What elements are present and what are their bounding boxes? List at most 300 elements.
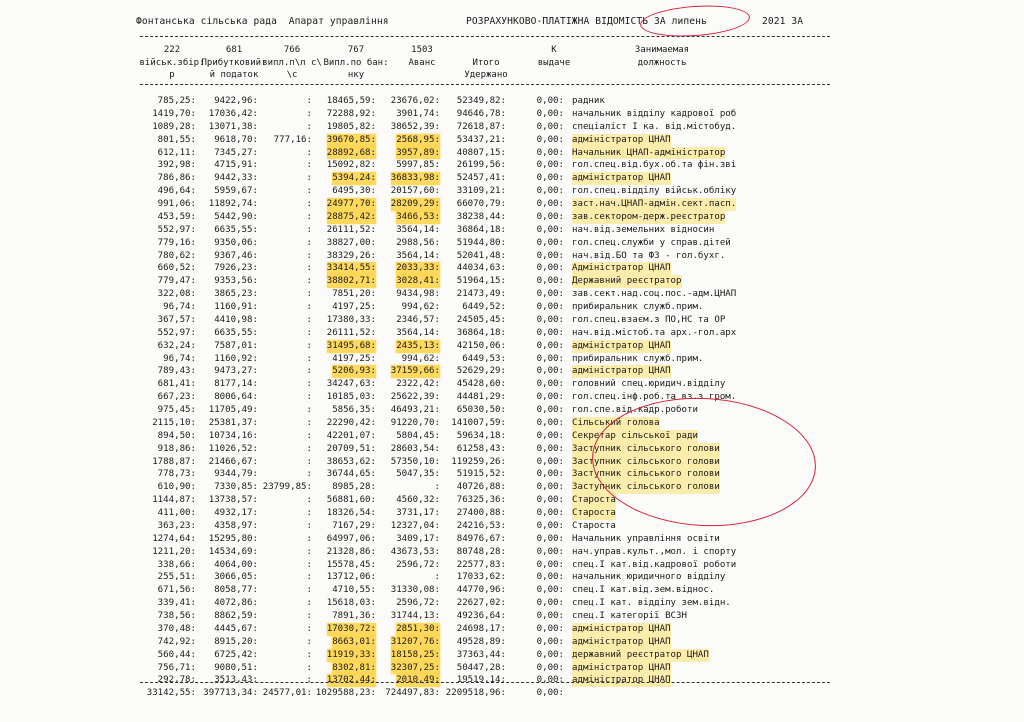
cell-c4: 21328,86:: [326, 546, 376, 557]
cell-position: Заступник сільського голови: [572, 482, 720, 493]
cell-c5: 2596,72:: [396, 598, 440, 609]
column-header-2-line3: й податок: [209, 70, 259, 80]
cell-c7: 0,00:: [536, 108, 564, 119]
total-c6: 2209518,96:: [445, 688, 506, 698]
cell-c4: 4197,25:: [332, 353, 376, 364]
cell-position: адміністратор ЦНАП: [572, 366, 671, 377]
cell-c4: 7891,36:: [332, 611, 376, 621]
cell-c4: 72288,92:: [326, 108, 376, 119]
cell-c6: 38238,44:: [456, 211, 506, 222]
cell-c6: 65030,50:: [456, 405, 506, 415]
cell-c7: 0,00:: [536, 263, 564, 274]
cell-c5: :: [434, 572, 440, 583]
cell-c5: 43673,53:: [390, 546, 440, 557]
cell-c4: 18326,54:: [326, 508, 376, 518]
total-c3: 24577,01:: [262, 688, 312, 698]
cell-c1: 786,86:: [157, 173, 196, 184]
cell-c5: 37159,66:: [390, 366, 440, 377]
table-row: [140, 340, 840, 353]
column-header-8-code: Занимаемая: [634, 45, 690, 55]
cell-c7: 0,00:: [536, 520, 564, 531]
cell-c1: 363,23:: [157, 520, 196, 531]
cell-c3: :: [306, 417, 312, 428]
cell-c2: 4445,67:: [214, 623, 258, 634]
cell-c4: 20709,51:: [326, 443, 376, 454]
cell-c7: 0,00:: [536, 417, 564, 428]
cell-c2: 6635,55:: [214, 327, 258, 338]
cell-position: гол.спец.інф.роб.та вз.з гром.: [572, 392, 737, 403]
cell-c4: 36744,65:: [326, 469, 376, 480]
cell-c4: 26111,52:: [326, 327, 376, 338]
cell-c4: 28875,42:: [326, 211, 376, 222]
cell-c1: 552,97:: [157, 327, 196, 338]
cell-c1: 338,66:: [157, 559, 196, 570]
cell-position: прибиральник служб.прим.: [572, 302, 704, 312]
cell-c5: 5047,35:: [396, 469, 440, 480]
table-row: [140, 185, 840, 198]
cell-c3: :: [306, 649, 312, 660]
cell-c2: 11705,49:: [208, 405, 258, 415]
cell-c1: 453,59:: [157, 211, 196, 222]
cell-c3: :: [306, 96, 312, 106]
cell-c1: 789,43:: [157, 366, 196, 377]
cell-c5: 2346,57:: [396, 314, 440, 325]
cell-c1: 339,41:: [157, 598, 196, 609]
cell-c5: 32307,25:: [390, 662, 440, 673]
cell-c7: 0,00:: [536, 340, 564, 351]
table-row: [140, 314, 840, 327]
cell-c3: :: [306, 495, 312, 506]
table-row: [140, 378, 840, 391]
cell-c4: 6495,30:: [332, 186, 376, 197]
cell-c6: 61258,43:: [456, 443, 506, 454]
cell-c3: :: [306, 405, 312, 415]
document-year: 2021 ЗА: [762, 16, 804, 27]
column-header-2-line2: Прибутковий:: [201, 57, 267, 68]
cell-position: нач.від.містоб.та арх.-гол.арх: [572, 327, 737, 338]
cell-c6: 6449,53:: [462, 353, 506, 364]
cell-c6: 40807,15:: [456, 147, 506, 158]
table-row: [140, 584, 840, 597]
table-row: [140, 134, 840, 147]
cell-c3: :: [306, 662, 312, 673]
column-header-5-line2: Аванс: [408, 57, 436, 68]
cell-position: начальник юридичного відділу: [572, 572, 726, 583]
cell-c3: :: [306, 263, 312, 274]
cell-c2: 17036,42:: [208, 108, 258, 119]
cell-position: Державний реєстратор: [572, 276, 682, 287]
cell-c3: :: [306, 250, 312, 261]
cell-c7: 0,00:: [536, 495, 564, 506]
cell-position: спец.І категорії ВСЗН: [572, 611, 687, 621]
cell-c2: 1160,92:: [214, 353, 258, 364]
table-row: [140, 198, 840, 211]
cell-c5: 20157,60:: [390, 186, 440, 197]
cell-c2: 6635,55:: [214, 224, 258, 235]
cell-c1: 780,62:: [157, 250, 196, 261]
cell-c3: :: [306, 430, 312, 441]
total-c5: 724497,83:: [385, 688, 440, 698]
cell-c5: 3409,17:: [396, 533, 440, 544]
cell-c2: 9080,51:: [214, 662, 258, 673]
cell-position: спец.І кат. відділу зем.відн.: [572, 598, 731, 609]
cell-c7: 0,00:: [536, 533, 564, 544]
cell-c2: 8862,59:: [214, 611, 258, 621]
cell-c1: 292,78:: [157, 675, 196, 686]
cell-c2: 13071,38:: [208, 121, 258, 132]
table-row: [140, 211, 840, 224]
cell-c3: :: [306, 508, 312, 518]
cell-c5: 2033,33:: [396, 263, 440, 274]
table-row: [140, 597, 840, 610]
cell-c7: 0,00:: [536, 186, 564, 197]
cell-position: гол.спе.від.кадр.роботи: [572, 405, 698, 415]
column-header-4-line3: нку: [347, 70, 365, 80]
column-header-4-line2: Випл.по бан:: [323, 57, 389, 68]
cell-c7: 0,00:: [536, 405, 564, 415]
cell-c1: 96,74:: [163, 353, 196, 364]
table-row: [140, 301, 840, 314]
cell-c6: 17033,62:: [456, 572, 506, 583]
cell-c1: 1274,64:: [152, 533, 196, 544]
cell-c1: 560,44:: [157, 649, 196, 660]
cell-c1: 671,56:: [157, 585, 196, 596]
payroll-table: [140, 95, 840, 687]
cell-c5: 31207,76:: [390, 636, 440, 647]
cell-c6: 84976,67:: [456, 533, 506, 544]
cell-c6: 24698,17:: [456, 623, 506, 634]
cell-c6: 66070,79:: [456, 199, 506, 209]
cell-position: адміністратор ЦНАП: [572, 623, 671, 634]
cell-c6: 22627,02:: [456, 598, 506, 609]
cell-c5: 57350,10:: [390, 456, 440, 467]
table-row: [140, 559, 840, 572]
column-header-4-code: 767: [347, 45, 365, 55]
cell-c7: 0,00:: [536, 572, 564, 583]
cell-c7: 0,00:: [536, 211, 564, 222]
table-row: [140, 571, 840, 584]
cell-c5: 2010,49:: [396, 675, 440, 686]
cell-c7: 0,00:: [536, 649, 564, 660]
cell-c6: 44481,29:: [456, 392, 506, 403]
column-header-2-code: 681: [225, 45, 243, 55]
cell-c7: 0,00:: [536, 623, 564, 634]
table-row: [140, 172, 840, 185]
cell-c5: 2568,95:: [396, 134, 440, 145]
cell-c1: 612,11:: [157, 147, 196, 158]
cell-c6: 52041,48:: [456, 250, 506, 261]
cell-c6: 44034,63:: [456, 263, 506, 274]
cell-c6: 59634,18:: [456, 430, 506, 441]
cell-c2: 7345,27:: [214, 147, 258, 158]
header-divider-bottom: [140, 84, 830, 85]
cell-c5: 28603,54:: [390, 443, 440, 454]
column-header-3-line2: випл.п\л с\: [262, 57, 322, 68]
cell-position: адміністратор ЦНАП: [572, 675, 671, 686]
cell-c5: 3564,14:: [396, 224, 440, 235]
cell-position: адміністратор ЦНАП: [572, 340, 671, 351]
table-row: [140, 365, 840, 378]
table-row: [140, 147, 840, 160]
cell-c3: :: [306, 623, 312, 634]
cell-c7: 0,00:: [536, 469, 564, 480]
total-c4: 1029588,23:: [315, 688, 376, 698]
cell-c4: 42201,07:: [326, 430, 376, 441]
cell-c7: 0,00:: [536, 134, 564, 145]
cell-c6: 24216,53:: [456, 520, 506, 531]
cell-c2: 5442,90:: [214, 211, 258, 222]
cell-c2: 8177,14:: [214, 379, 258, 390]
cell-c5: 5804,45:: [396, 430, 440, 441]
cell-c3: :: [306, 276, 312, 287]
table-row: [140, 649, 840, 662]
cell-c6: 49236,64:: [456, 611, 506, 621]
cell-c1: 2115,10:: [152, 417, 196, 428]
cell-c3: 23799,85:: [262, 482, 312, 493]
cell-c3: :: [306, 559, 312, 570]
cell-c4: 56881,60:: [326, 495, 376, 506]
cell-c5: 5997,85:: [396, 160, 440, 171]
cell-c7: 0,00:: [536, 147, 564, 158]
cell-c7: 0,00:: [536, 379, 564, 390]
cell-c3: :: [306, 456, 312, 467]
cell-c2: 9350,06:: [214, 237, 258, 248]
cell-c3: :: [306, 520, 312, 531]
table-row: [140, 95, 840, 108]
cell-c2: 7330,85:: [214, 482, 258, 493]
cell-c4: 15578,45:: [326, 559, 376, 570]
cell-position: зав.сектором-держ.реєстратор: [572, 211, 726, 222]
cell-c3: :: [306, 289, 312, 300]
cell-c2: 9422,96:: [214, 96, 258, 106]
organization-name: Фонтанська сільська рада Апарат управління: [136, 16, 389, 27]
cell-c2: 25381,37:: [208, 417, 258, 428]
cell-c2: 14534,69:: [208, 546, 258, 557]
cell-position: нач.від.БО та ФЗ - гол.бухг.: [572, 250, 726, 261]
table-row: [140, 237, 840, 250]
cell-c7: 0,00:: [536, 430, 564, 441]
cell-c6: 44770,96:: [456, 585, 506, 596]
cell-c2: 3513,43:: [214, 675, 258, 686]
cell-c4: 7851,20:: [332, 289, 376, 300]
cell-c6: 37363,44:: [456, 649, 506, 660]
cell-c5: 12327,04:: [390, 520, 440, 531]
cell-c5: 18158,25:: [390, 649, 440, 660]
cell-position: державний реєстратор ЦНАП: [572, 649, 709, 660]
cell-c6: 80748,28:: [456, 546, 506, 557]
document-title: РОЗРАХУНКОВО-ПЛАТІЖНА ВІДОМІСТЬ ЗА липень: [466, 16, 707, 27]
cell-c4: 17380,33:: [326, 314, 376, 325]
cell-c7: 0,00:: [536, 250, 564, 261]
cell-position: Начальник управління освіти: [572, 533, 720, 544]
cell-position: Заступник сільського голови: [572, 469, 720, 480]
cell-c4: 4710,55:: [332, 585, 376, 596]
cell-c6: 21473,49:: [456, 289, 506, 300]
column-headers: [140, 44, 830, 84]
table-row: [140, 327, 840, 340]
cell-c2: 9618,70:: [214, 134, 258, 145]
cell-c4: 15618,03:: [326, 598, 376, 609]
cell-c1: 918,86:: [157, 443, 196, 454]
table-row: [140, 636, 840, 649]
cell-c1: 779,16:: [157, 237, 196, 248]
cell-c1: 894,50:: [157, 430, 196, 441]
cell-c3: :: [306, 327, 312, 338]
cell-position: гол.спец.від.бух.об.та фін.зві: [572, 160, 737, 171]
cell-c4: 5206,93:: [332, 366, 376, 377]
cell-c5: 23676,02:: [390, 96, 440, 106]
cell-c3: :: [306, 211, 312, 222]
cell-c4: 4197,25:: [332, 302, 376, 312]
cell-c2: 5959,67:: [214, 186, 258, 197]
cell-c4: 39670,85:: [326, 134, 376, 145]
cell-c6: 36864,18:: [456, 224, 506, 235]
cell-c4: 18465,59:: [326, 96, 376, 106]
table-row: [140, 674, 840, 687]
cell-c1: 785,25:: [157, 96, 196, 106]
cell-c2: 10734,16:: [208, 430, 258, 441]
cell-c7: 0,00:: [536, 443, 564, 454]
cell-c1: 610,90:: [157, 482, 196, 493]
cell-c5: 36833,98:: [390, 173, 440, 184]
column-header-7-line2: выдаче: [537, 57, 571, 68]
cell-c1: 801,55:: [157, 134, 196, 145]
cell-c3: :: [306, 186, 312, 197]
cell-position: адміністратор ЦНАП: [572, 173, 671, 184]
cell-position: Староста: [572, 495, 616, 506]
table-row: [140, 288, 840, 301]
cell-c5: 2851,30:: [396, 623, 440, 634]
total-c7: 0,00:: [536, 688, 564, 698]
total-c1: 33142,55:: [146, 688, 196, 698]
cell-c7: 0,00:: [536, 173, 564, 184]
cell-c5: 3901,74:: [396, 108, 440, 119]
cell-c5: 2596,72:: [396, 559, 440, 570]
column-header-5-code: 1503: [411, 45, 433, 55]
cell-c1: 367,57:: [157, 314, 196, 325]
cell-c6: 27400,88:: [456, 508, 506, 518]
cell-c6: 52349,82:: [456, 96, 506, 106]
cell-c1: 742,92:: [157, 636, 196, 647]
cell-c4: 13702,44:: [326, 675, 376, 686]
cell-position: головний спец.юридич.відділу: [572, 379, 726, 390]
cell-c7: 0,00:: [536, 276, 564, 287]
column-header-3-line3: \с: [286, 70, 298, 80]
cell-c7: 0,00:: [536, 585, 564, 596]
cell-c4: 64997,06:: [326, 533, 376, 544]
cell-c1: 738,56:: [157, 611, 196, 621]
cell-c1: 255,51:: [157, 572, 196, 583]
cell-c5: 2435,13:: [396, 340, 440, 351]
table-row: [140, 623, 840, 636]
cell-position: Адміністратор ЦНАП: [572, 263, 671, 274]
cell-c1: 779,47:: [157, 276, 196, 287]
cell-c3: :: [306, 237, 312, 248]
cell-c1: 392,98:: [157, 160, 196, 171]
column-header-6-line2: Итого: [472, 57, 500, 68]
cell-position: Староста: [572, 520, 616, 531]
cell-c3: :: [306, 546, 312, 557]
cell-c3: :: [306, 302, 312, 312]
cell-c6: 52457,41:: [456, 173, 506, 184]
cell-c1: 1144,87:: [152, 495, 196, 506]
cell-c4: 38653,62:: [326, 456, 376, 467]
cell-c1: 1089,28:: [152, 121, 196, 132]
cell-position: заст.нач.ЦНАП-адмін.сект.пасп.: [572, 199, 737, 209]
cell-c4: 8302,81:: [332, 662, 376, 673]
cell-c3: :: [306, 108, 312, 119]
cell-c6: 94646,78:: [456, 108, 506, 119]
cell-position: нач.від.земельних відносин: [572, 224, 715, 235]
cell-c2: 4358,97:: [214, 520, 258, 531]
cell-position: Сільський голова: [572, 417, 660, 428]
cell-c3: :: [306, 636, 312, 647]
table-row: [140, 159, 840, 172]
cell-position: начальник відділу кадрової роб: [572, 108, 737, 119]
cell-c5: 28209,29:: [390, 199, 440, 209]
cell-c2: 4715,91:: [214, 160, 258, 171]
cell-c4: 34247,63:: [326, 379, 376, 390]
cell-c1: 632,24:: [157, 340, 196, 351]
cell-c3: :: [306, 598, 312, 609]
table-row: [140, 353, 840, 366]
table-row: [140, 250, 840, 263]
cell-c3: :: [306, 533, 312, 544]
column-header-7-code: К: [551, 45, 557, 55]
cell-c1: 96,74:: [163, 302, 196, 312]
cell-c2: 11026,52:: [208, 443, 258, 454]
cell-c5: 91220,70:: [390, 417, 440, 428]
cell-c1: 370,48:: [157, 623, 196, 634]
cell-c6: 36864,18:: [456, 327, 506, 338]
cell-c1: 552,97:: [157, 224, 196, 235]
cell-c6: 6449,52:: [462, 302, 506, 312]
cell-c1: 667,23:: [157, 392, 196, 403]
cell-c4: 38329,26:: [326, 250, 376, 261]
cell-c3: 777,16:: [273, 134, 312, 145]
cell-c1: 991,06:: [157, 199, 196, 209]
cell-position: спец.І кат.від.зем.віднос.: [572, 585, 715, 596]
cell-c3: :: [306, 443, 312, 454]
cell-c4: 26111,52:: [326, 224, 376, 235]
cell-c5: 31330,08:: [390, 585, 440, 596]
cell-c7: 0,00:: [536, 598, 564, 609]
cell-c3: :: [306, 314, 312, 325]
cell-c4: 31495,68:: [326, 340, 376, 351]
cell-c1: 322,08:: [157, 289, 196, 300]
cell-c6: 33109,21:: [456, 186, 506, 197]
cell-c2: 9353,56:: [214, 276, 258, 287]
cell-c2: 9473,27:: [214, 366, 258, 377]
cell-c1: 778,73:: [157, 469, 196, 480]
cell-c6: 19519,14:: [456, 675, 506, 686]
table-row: [140, 275, 840, 288]
cell-c2: 4064,00:: [214, 559, 258, 570]
cell-c7: 0,00:: [536, 675, 564, 686]
cell-c2: 7926,23:: [214, 263, 258, 274]
cell-c3: :: [306, 675, 312, 686]
column-header-3-code: 766: [283, 45, 301, 55]
header-divider-top: [140, 36, 830, 37]
cell-c4: 8985,28:: [332, 482, 376, 493]
cell-c7: 0,00:: [536, 289, 564, 300]
cell-c3: :: [306, 572, 312, 583]
cell-c3: :: [306, 147, 312, 158]
cell-position: радник: [572, 96, 605, 106]
cell-c7: 0,00:: [536, 546, 564, 557]
cell-c7: 0,00:: [536, 224, 564, 235]
cell-c2: 4410,98:: [214, 314, 258, 325]
